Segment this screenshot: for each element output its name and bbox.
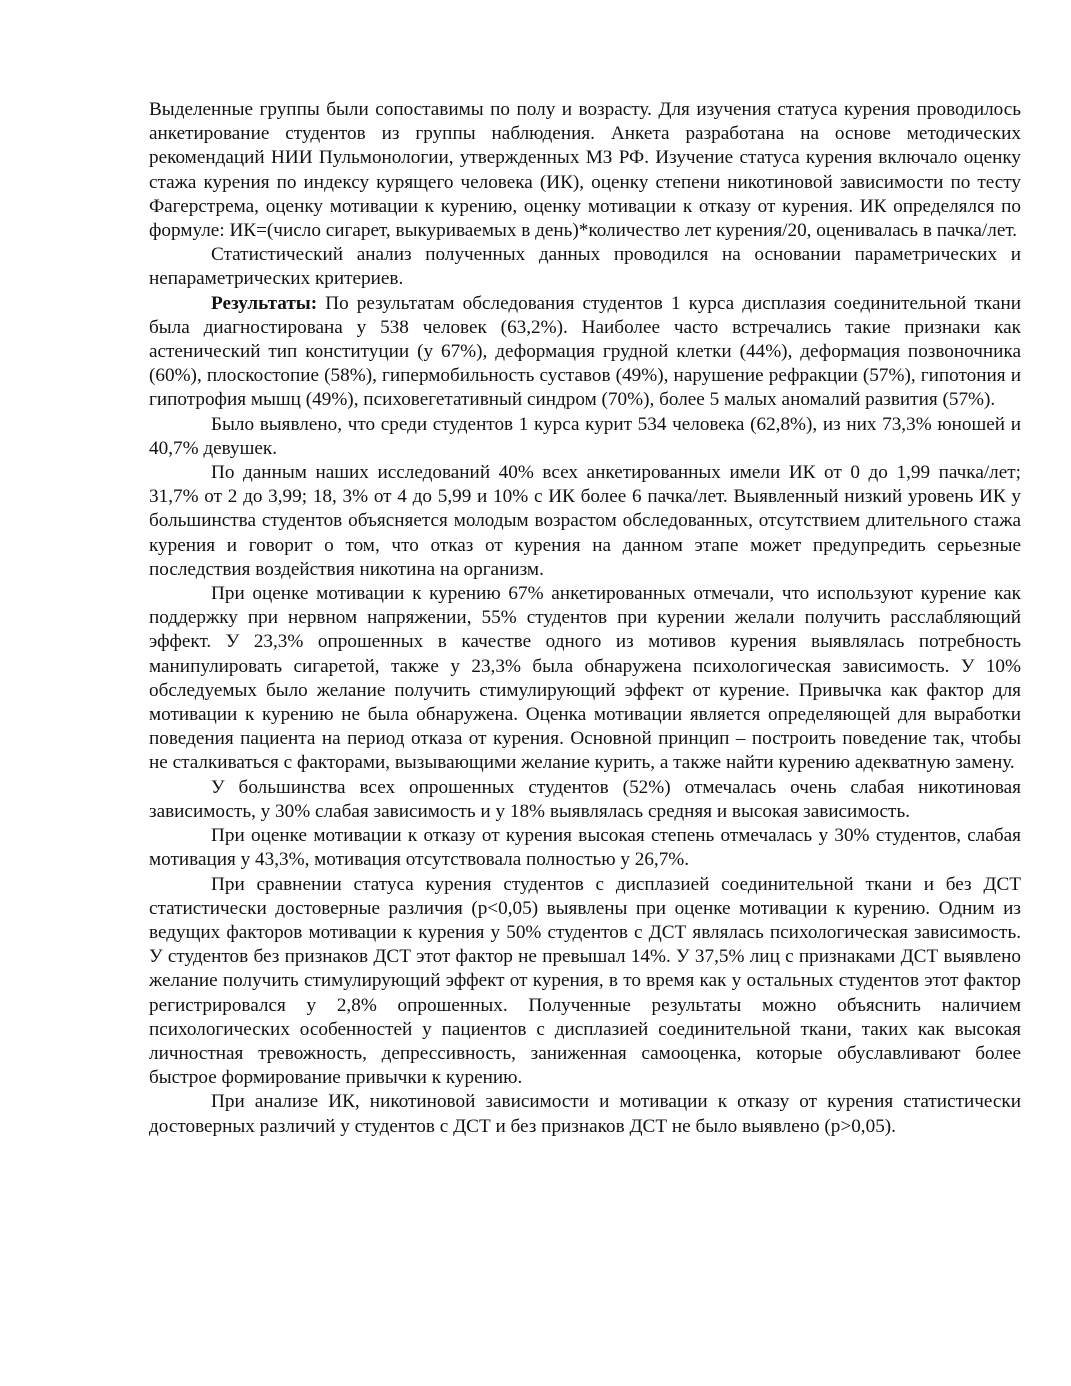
paragraph-text: При сравнении статуса курения студентов с дисплазией соединительной ткани и без ДСТ статистически достоверные различия (p<0,05) выявлены при оценке мотивации к курению. Одним из ведущих факторов мотивации к курения у 50% студентов с ДСТ являлась психологическая зависимость. У студентов без признаков ДСТ этот фактор не превышал 14%. У 37,5% лиц с признаками ДСТ выявлено желание получить стимулирующий эффект от курения, в то время как у остальных студентов этот фактор регистрировался у 2,8% опрошенных. Полученные результаты можно объяснить наличием психологических особенностей у пациентов с дисплазией соединительной ткани, таких как высокая личностная тревожность, депрессивность, заниженная самооценка, которые обуславливают более быстрое формирование привычки к курению. <box>149 873 1021 1089</box>
paragraph-motivation-to-quit <box>149 824 1021 872</box>
paragraph-comparison <box>149 873 1021 1091</box>
paragraph-text: По данным наших исследований 40% всех анкетированных имели ИК от 0 до 1,99 пачка/лет; 31,7% от 2 до 3,99; 18, 3% от 4 до 5,99 и 10% с ИК более 6 пачка/лет. Выявленный низкий уровень ИК у большинства студентов объясняется молодым возрастом обследованных, отсутствием длительного стажа курения и говорит о том, что отказ от курения на данном этапе может предупредить серьезные последствия воздействия никотина на организм. <box>149 462 1021 580</box>
paragraph-text: По результатам обследования студентов 1 курса дисплазия соединительной ткани была диагностирована у 538 человек (63,2%). Наиболее часто встречались такие признаки как астенический тип конституции (у 67%), деформация грудной клетки (44%), деформация позвоночника (60%), плоскостопие (58%), гипермобильность суставов (49%), нарушение рефракции (57%), гипотония и гипотрофия мышц (49%), психовегетативный синдром (70%), более 5 малых аномалий развития (57%). <box>149 292 1021 411</box>
paragraph-results <box>149 292 1021 413</box>
paragraph-text: Выделенные группы были сопоставимы по полу и возрасту. Для изучения статуса курения проводилось анкетирование студентов из группы наблюдения. Анкета разработана на основе методических рекомендаций НИИ Пульмонологии, утвержденных МЗ РФ. Изучение статуса курения включало оценку стажа курения по индексу курящего человека (ИК), оценку степени никотиновой зависимости по тесту Фагерстрема, оценку мотивации к курению, оценку мотивации к отказу от курения. ИК определялся по формуле: ИК=(число сигарет, выкуриваемых в день)*количество лет курения/20, оценивалась в пачка/лет. <box>149 99 1021 242</box>
paragraph-smoking-index <box>149 461 1021 582</box>
paragraph-statistics <box>149 243 1021 291</box>
paragraph-text: При анализе ИК, никотиновой зависимости и мотивации к отказу от курения статистически достоверных различий у студентов с ДСТ и без признаков ДСТ не было выявлено (p>0,05). <box>149 1091 1021 1137</box>
paragraph-methods-survey <box>149 98 1021 243</box>
paragraph-text: Статистический анализ полученных данных проводился на основании параметрических и непараметрических критериев. <box>149 244 1021 290</box>
paragraph-smokers-share <box>149 413 1021 461</box>
document-page <box>149 98 1021 1139</box>
paragraph-text: При оценке мотивации к курению 67% анкетированных отмечали, что используют курение как поддержку при нервном напряжении, 55% студентов при курении желали получить расслабляющий эффект. У 23,3% опрошенных в качестве одного из мотивов курения выявлялась потребность манипулировать сигаретой, также у 23,3% была обнаружена психологическая зависимость. У 10% обследуемых было желание получить стимулирующий эффект от курение. Привычка как фактор для мотивации к курению не была обнаружена. Оценка мотивации является определяющей для выработки поведения пациента на период отказа от курения. Основной принцип – построить поведение так, чтобы не сталкиваться с факторами, вызывающими желание курить, а также найти курению адекватную замену. <box>149 583 1021 774</box>
paragraph-text: При оценке мотивации к отказу от курения высокая степень отмечалась у 30% студентов, слабая мотивация у 43,3%, мотивация отсутствовала полностью у 26,7%. <box>149 825 1021 871</box>
results-heading: Результаты: <box>211 292 318 314</box>
paragraph-text: Было выявлено, что среди студентов 1 курса курит 534 человека (62,8%), из них 73,3% юношей и 40,7% девушек. <box>149 413 1021 459</box>
paragraph-motivation-to-smoke <box>149 582 1021 776</box>
paragraph-text: У большинства всех опрошенных студентов (52%) отмечалась очень слабая никотиновая зависимость, у 30% слабая зависимость и у 18% выявлялась средняя и высокая зависимость. <box>149 776 1021 822</box>
paragraph-conclusion <box>149 1090 1021 1138</box>
paragraph-nicotine-dependence <box>149 776 1021 824</box>
